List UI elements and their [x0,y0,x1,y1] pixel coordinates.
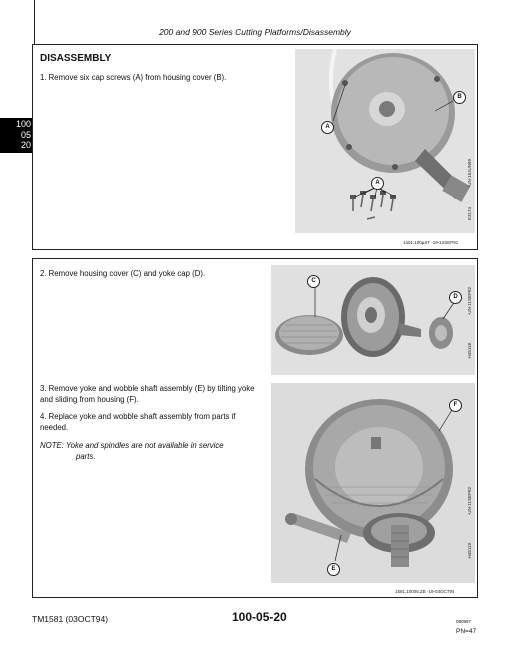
housing-cover-illustration [295,49,475,233]
tab-line-3: 20 [20,140,31,150]
callout-a-upper: A [321,121,334,134]
step-1: 1. Remove six cap screws (A) from housing cover (B). [40,73,227,82]
service-note [40,441,260,462]
callout-e: E [327,563,340,576]
manual-id: TM1581 (03OCT94) [32,614,109,624]
section2-bottom-code: 1581,10005,ZB -19-03OCT94 [395,589,455,594]
tab-line-1: 100 [15,119,31,129]
callout-f: F [449,399,462,412]
cover-and-yoke-cap-illustration [271,265,475,375]
figure-bottom-code: 1401,100µST -19-12SEP91 [403,240,459,245]
step-4: 4. Replace yoke and wobble shaft assembly from parts if needed. [40,412,236,432]
disassembly-section [32,44,478,250]
section-heading: DISASSEMBLY [40,53,112,64]
yoke-wobble-shaft-illustration [271,383,475,583]
page-number: PN=47 [456,628,477,635]
tab-line-2: 05 [20,129,31,140]
figure-top-side-id: H45118 [467,343,472,359]
step-2: 2. Remove housing cover (C) and yoke cap (D). [40,269,206,278]
removal-section [32,258,478,598]
section-tab [0,118,33,153]
figure-side-code: -UN-10JUN99 [467,159,472,188]
callout-d: D [449,291,462,304]
step-3: 3. Remove yoke and wobble shaft assembly (E) by tilting yoke and sliding from housing (F). [40,384,255,404]
callout-c: C [307,275,320,288]
housing-cover-photo [295,49,475,233]
figure-top-side-code: -UN-11SEP92 [467,287,472,316]
figure-bottom-side-id: H45119 [467,543,472,559]
footer-small-code: 080997 [456,619,472,624]
figure-bottom-side-code: -UN-11SEP92 [467,487,472,516]
figure-side-id: E3174 [467,207,472,221]
page-reference: 100-05-20 [232,610,287,624]
cover-and-yoke-cap-photo [271,265,475,375]
note-line-1: NOTE: Yoke and spindles are not available in service [40,441,224,450]
callout-a-lower: A [371,177,384,190]
note-line-2: parts. [76,451,96,461]
callout-b: B [453,91,466,104]
yoke-wobble-shaft-photo [271,383,475,583]
page-header: 200 and 900 Series Cutting Platforms/Disassembly [159,27,351,37]
